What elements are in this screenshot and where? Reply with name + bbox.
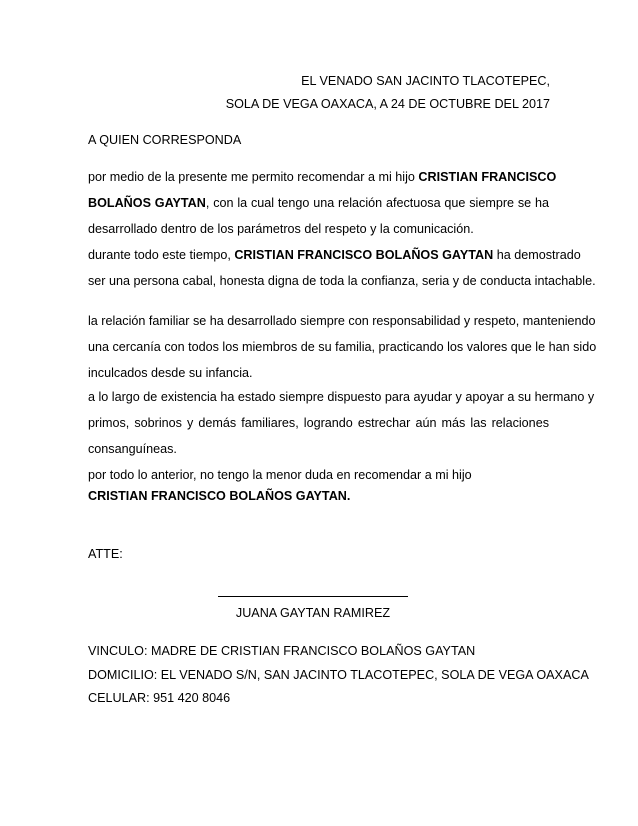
- contact-domicilio: DOMICILIO: EL VENADO S/N, SAN JACINTO TLACOTEPEC, SOLA DE VEGA OAXACA: [88, 668, 589, 682]
- paragraph-3-line-3: inculcados desde su infancia.: [88, 366, 253, 380]
- paragraph-3: [88, 308, 597, 386]
- contact-celular: CELULAR: 951 420 8046: [88, 691, 231, 705]
- paragraph-2-text: durante todo este tiempo,: [88, 248, 235, 262]
- header-date-line: SOLA DE VEGA OAXACA, A 24 DE OCTUBRE DEL 2017: [225, 97, 550, 111]
- paragraph-1: [88, 164, 557, 242]
- signature-name: JUANA GAYTAN RAMIREZ: [235, 606, 391, 620]
- paragraph-2-line-1: [88, 242, 581, 268]
- salutation: A QUIEN CORRESPONDA: [88, 133, 242, 147]
- paragraph-4-line-1: a lo largo de existencia ha estado siempre dispuesto para ayudar y apoyar a su hermano y: [88, 390, 595, 404]
- signature-line: [218, 596, 408, 597]
- paragraph-1-text: por medio de la presente me permito recomendar a mi hijo: [88, 170, 419, 184]
- paragraph-2-line-2: ser una persona cabal, honesta digna de toda la confianza, seria y de conducta intachable.: [88, 274, 596, 288]
- closing-atte: ATTE:: [88, 547, 123, 561]
- paragraph-3-line-2: una cercanía con todos los miembros de su familia, practicando los valores que le han sido: [88, 340, 597, 354]
- paragraph-4-line-3: consanguíneas.: [88, 442, 177, 456]
- paragraph-4: [88, 384, 595, 462]
- paragraph-1-line-2: [88, 190, 549, 216]
- paragraph-2-text: ha demostrado: [493, 248, 581, 262]
- son-surname-bold: BOLAÑOS GAYTAN: [88, 196, 206, 210]
- paragraph-4-line-2: primos, sobrinos y demás familiares, logrando estrechar aún más las relaciones: [88, 416, 549, 430]
- son-name-bold: CRISTIAN FRANCISCO: [418, 170, 557, 184]
- paragraph-3-line-1: la relación familiar se ha desarrollado siempre con responsabilidad y respeto, manteniendo: [88, 314, 596, 328]
- paragraph-5-line-1: por todo lo anterior, no tengo la menor duda en recomendar a mi hijo: [88, 468, 472, 482]
- paragraph-2: [88, 242, 596, 294]
- header-place-line: EL VENADO SAN JACINTO TLACOTEPEC,: [301, 74, 550, 88]
- paragraph-5-son-name-bold: CRISTIAN FRANCISCO BOLAÑOS GAYTAN.: [88, 489, 351, 503]
- paragraph-1-line-1: [88, 164, 557, 190]
- paragraph-1-text: , con la cual tengo una relación afectuosa que siempre se ha: [205, 196, 549, 210]
- paragraph-1-line-3: desarrollado dentro de los parámetros del respeto y la comunicación.: [88, 222, 474, 236]
- contact-vinculo: VINCULO: MADRE DE CRISTIAN FRANCISCO BOLAÑOS GAYTAN: [88, 644, 476, 658]
- son-full-name-bold: CRISTIAN FRANCISCO BOLAÑOS GAYTAN: [234, 248, 494, 262]
